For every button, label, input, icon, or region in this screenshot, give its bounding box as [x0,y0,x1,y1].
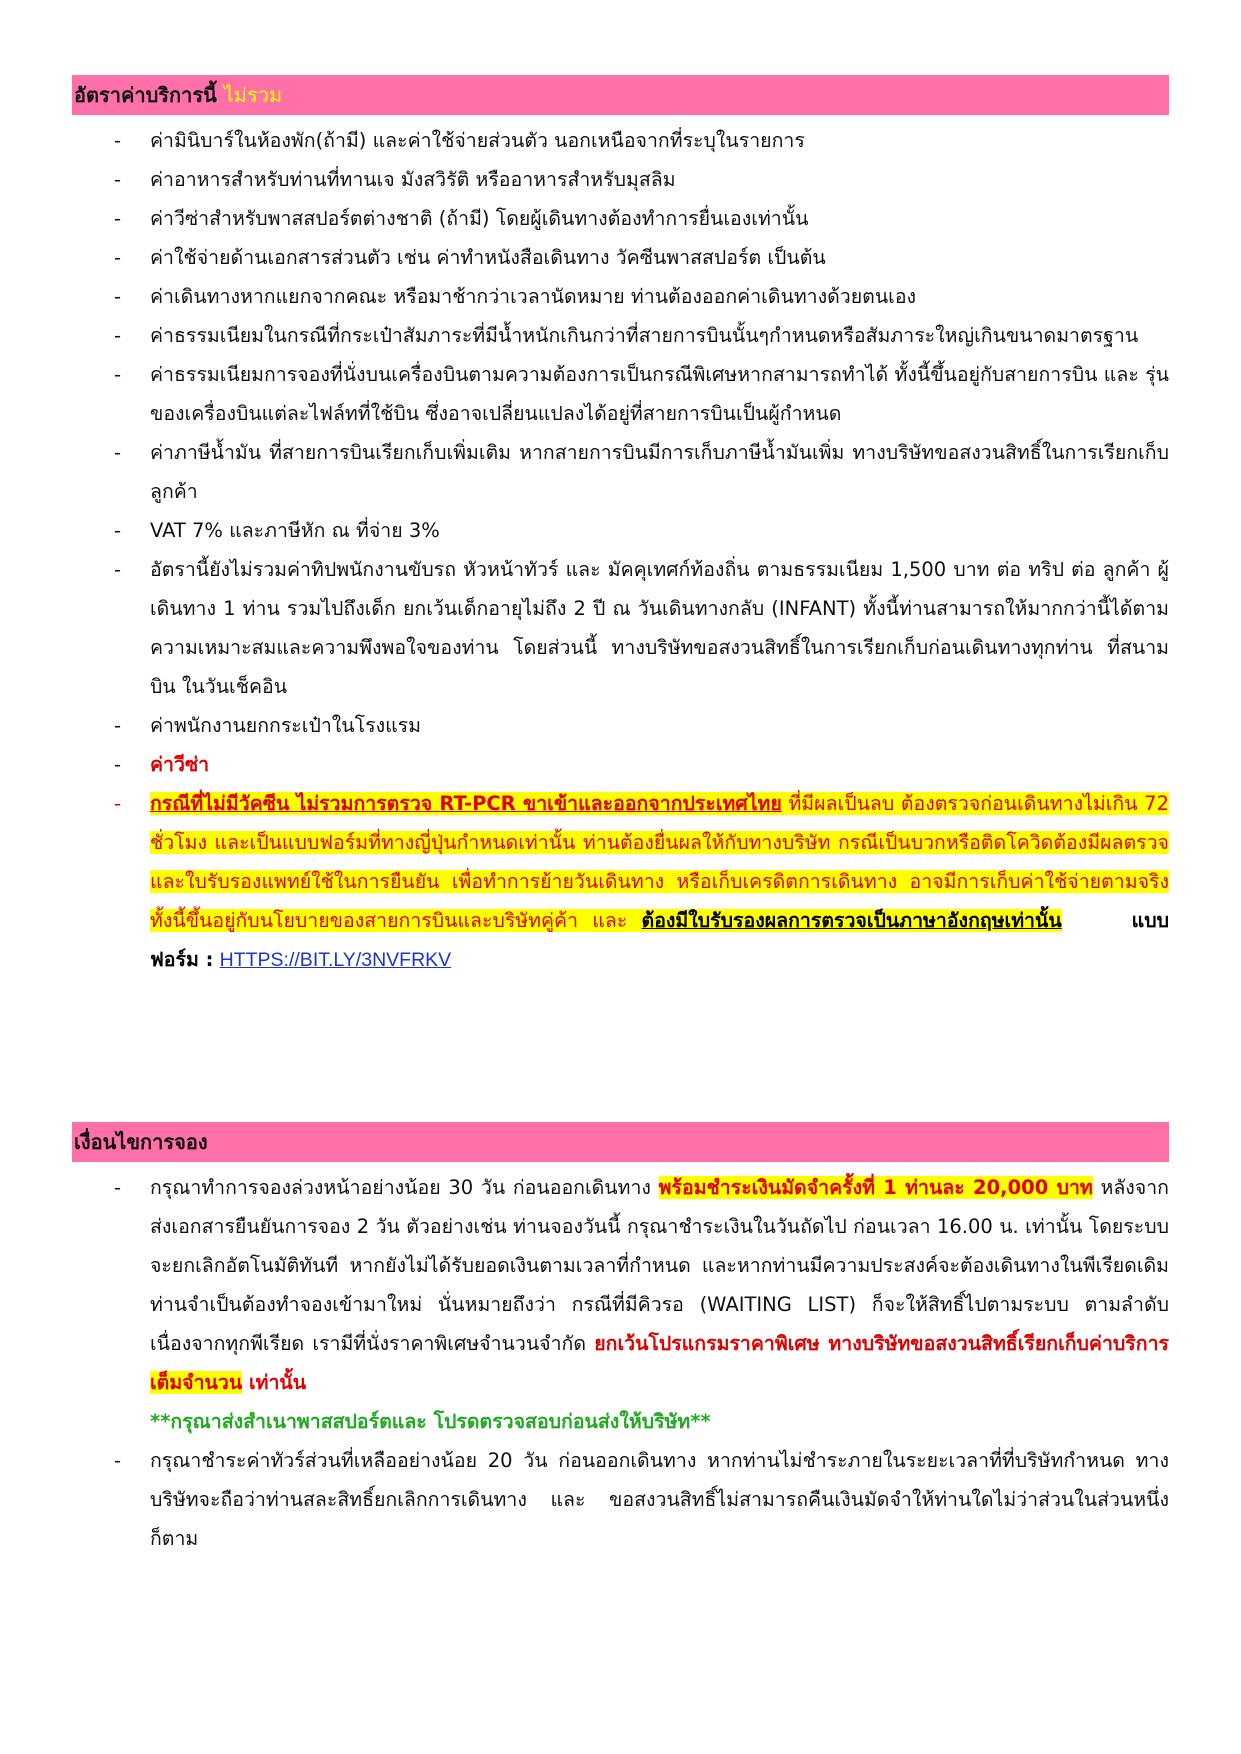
excluded-title-highlight: ไม่รวม [223,83,283,107]
visa-item-text: ค่าวีซ่า [150,753,210,776]
bullet-dash: - [114,285,122,308]
list-item [72,316,1169,355]
bullet-dash: - [114,1449,122,1472]
bullet-dash: - [114,714,122,737]
list-item [72,706,1169,745]
form-link[interactable]: HTTPS://BIT.LY/3NVFRKV [219,949,452,971]
bullet-dash: - [114,441,122,464]
list-item-text: ค่าใช้จ่ายด้านเอกสารส่วนตัว เช่น ค่าทำหนังสือเดินทาง วัคซีนพาสสปอร์ต เป็นต้น [150,246,826,269]
visa-item [72,745,1169,784]
booking-section-header [72,1122,1169,1162]
covid-item [72,784,1169,980]
excluded-title: อัตราค่าบริการนี้ [74,83,217,107]
booking-list [72,1168,1169,1558]
bullet-dash: - [114,129,122,152]
special-program-note: ยกเว้นโปรแกรมราคาพิเศษ ทางบริษัทขอสงวนสิทธิ์เรียกเก็บค่าบริการ [594,1332,1169,1355]
booking-text-part2: หลังจากส่งเอกสารยืนยันการจอง 2 วัน ตัวอย่างเช่น ท่านจองวันนี้ กรุณาชำระเงินในวันถัดไป ก่อนเวลา 16.00 น. เท่านั้น โดยระบบจะยกเลิกอัตโนมัติทันที หากยังไม่ได้รับยอดเงินตามเวลาที่กำหนด และหากท่านมีความประสงค์จะต้องเดินทางในพีเรียดเดิม ท่านจำเป็นต้องทำจองเข้ามาใหม่ นั่นหมายถึงว่า กรณีที่มีคิวรอ (WAITING LIST) ก็จะให้สิทธิ์ไปตามระบบ ตามลำดับ เนื่องจากทุกพีเรียด เรามีที่นั่งราคาพิเศษจำนวนจำกัด [150,1176,1169,1355]
deposit-highlight: พร้อมชำระเงินมัดจำครั้งที่ 1 ท่านละ 20,000 บาท [658,1176,1093,1199]
list-item-text: ค่าธรรมเนียมในกรณีที่กระเป๋าสัมภาระที่มีน้ำหนักเกินกว่าที่สายการบินนั้นๆกำหนดหรือสัมภาระใหญ่เกินขนาดมาตรฐาน [150,324,1139,347]
bullet-dash: - [114,753,122,776]
list-item [72,433,1169,511]
list-item [72,511,1169,550]
list-item-text: ค่ามินิบาร์ในห้องพัก(ถ้ามี) และค่าใช้จ่ายส่วนตัว นอกเหนือจากที่ระบุในรายการ [150,129,805,152]
list-item-text: ค่าธรรมเนียมการจองที่นั่งบนเครื่องบินตามความต้องการเป็นกรณีพิเศษหากสามารถทำได้ ทั้งนี้ขึ้นอยู่กับสายการบิน และ รุ่นของเครื่องบินแต่ละไฟล์ทที่ใช้บิน ซึ่งอาจเปลี่ยนแปลงได้อยู่ที่สายการบินเป็นผู้กำหนด [150,363,1169,425]
list-item [72,355,1169,433]
list-item-text: ค่าเดินทางหากแยกจากคณะ หรือมาช้ากว่าเวลานัดหมาย ท่านต้องออกค่าเดินทางด้วยตนเอง [150,285,917,308]
certificate-note: ต้องมีใบรับรองผลการตรวจเป็นภาษาอังกฤษเท่านั้น [641,909,1062,932]
list-item-text: ค่าพนักงานยกกระเป๋าในโรงแรม [150,714,421,737]
list-item [72,199,1169,238]
list-item [72,1168,1169,1441]
passport-copy-note: **กรุณาส่งสำเนาพาสสปอร์ตและ โปรดตรวจสอบก่อนส่งให้บริษัท** [150,1410,711,1433]
covid-lead: กรณีที่ไม่มีวัคซีน ไม่รวมการตรวจ RT-PCR ขาเข้าและออกจากประเทศไทย [150,792,782,815]
bullet-dash: - [114,246,122,269]
booking-text-part1: กรุณาทำการจองล่วงหน้าอย่างน้อย 30 วัน ก่อนออกเดินทาง [150,1176,659,1199]
bullet-dash: - [114,207,122,230]
booking-title: เงื่อนไขการจอง [74,1130,208,1154]
list-item-text: กรุณาชำระค่าทัวร์ส่วนที่เหลืออย่างน้อย 20 วัน ก่อนออกเดินทาง หากท่านไม่ชำระภายในระยะเวลาที่ที่บริษัทกำหนด ทางบริษัทจะถือว่าท่านสละสิทธิ์ยกเลิกการเดินทาง และ ขอสงวนสิทธิ์ไม่สามารถคืนเงินมัดจำให้ท่านใดไม่ว่าส่วนในส่วนหนึ่งก็ตาม [150,1449,1169,1550]
bullet-dash: - [114,363,122,386]
list-item [72,550,1169,706]
list-item [72,1441,1169,1558]
bullet-dash: - [114,1176,122,1199]
list-item-text: ค่าภาษีน้ำมัน ที่สายการบินเรียกเก็บเพิ่มเติม หากสายการบินมีการเก็บภาษีน้ำมันเพิ่ม ทางบริษัทขอสงวนสิทธิ์ในการเรียกเก็บลูกค้า [150,441,1169,503]
excluded-list [72,121,1169,980]
form-label: แบบฟอร์ม : [150,909,1169,971]
bullet-dash: - [114,558,122,581]
list-item-text: ค่าอาหารสำหรับท่านที่ทานเจ มังสวิรัติ หรืออาหารสำหรับมุสลิม [150,168,676,191]
bullet-dash: - [114,324,122,347]
list-item [72,238,1169,277]
bullet-dash: - [114,519,122,542]
list-item-text: ค่าวีซ่าสำหรับพาสสปอร์ตต่างชาติ (ถ้ามี) โดยผู้เดินทางต้องทำการยื่นเองเท่านั้น [150,207,809,230]
list-item [72,277,1169,316]
full-amount-highlight: เต็มจำนวน [150,1371,243,1394]
list-item [72,160,1169,199]
excluded-section-header [72,75,1169,115]
list-item-text: VAT 7% และภาษีหัก ณ ที่จ่าย 3% [150,519,440,542]
bullet-dash: - [114,168,122,191]
bullet-dash: - [114,792,122,815]
list-item [72,121,1169,160]
covid-body: ที่มีผลเป็นลบ ต้องตรวจก่อนเดินทางไม่เกิน 72 ชั่วโมง และเป็นแบบฟอร์มที่ทางญี่ปุ่นกำหนดเท่านั้น ท่านต้องยื่นผลให้กับทางบริษัท กรณีเป็นบวกหรือติดโควิดต้องมีผลตรวจและใบรับรองแพทย์ใช้ในการยืนยัน เพื่อทำการย้ายวันเดินทาง หรือเก็บเครดิตการเดินทาง อาจมีการเก็บค่าใช้จ่ายตามจริง ทั้งนี้ขึ้นอยู่กับนโยบายของสายการบินและบริษัทคู่ค้า และ [150,792,1169,932]
only-note: เท่านั้น [242,1371,307,1394]
list-item-text: อัตรานี้ยังไม่รวมค่าทิปพนักงานขับรถ หัวหน้าทัวร์ และ มัคคุเทศก์ท้องถิ่น ตามธรรมเนียม 1,500 บาท ต่อ ทริป ต่อ ลูกค้า ผู้เดินทาง 1 ท่าน รวมไปถึงเด็ก ยกเว้นเด็กอายุไม่ถึง 2 ปี ณ วันเดินทางกลับ (INFANT) ทั้งนี้ท่านสามารถให้มากกว่านี้ได้ตามความเหมาะสมและความพึงพอใจของท่าน โดยส่วนนี้ ทางบริษัทขอสงวนสิทธิ์ในการเรียกเก็บก่อนเดินทางทุกท่าน ที่สนามบิน ในวันเช็คอิน [150,558,1169,698]
